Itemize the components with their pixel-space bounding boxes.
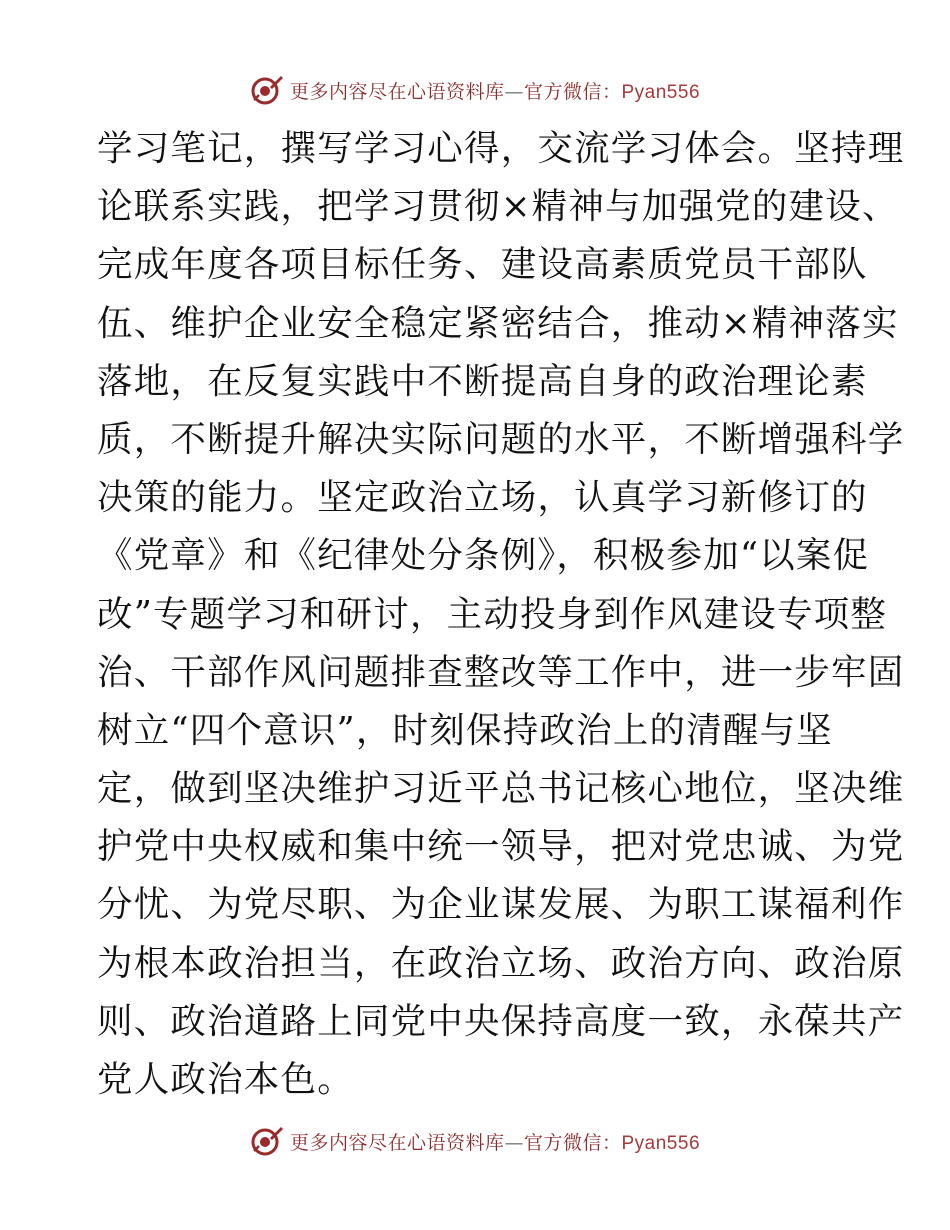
text-line: 质，不断提升解决实际问题的水平，不断增强科学: [97, 418, 905, 460]
text-line: 定，做到坚决维护习近平总书记核心地位，坚决维: [97, 768, 905, 810]
header-watermark-banner: [0, 70, 950, 110]
pen-nib-circle-logo-icon: [250, 1124, 284, 1158]
footer-banner-text: [290, 1128, 700, 1155]
footer-contact-text: 官方微信：: [523, 1131, 622, 1154]
text-line: 分忧、为党尽职、为企业谋发展、为职工谋福利作: [97, 884, 905, 926]
header-brand-text: 更多内容尽在心语资料库: [289, 80, 505, 103]
text-line: 改”专题学习和研讨，主动投身到作风建设专项整: [97, 593, 888, 635]
header-contact-text: 官方微信：: [523, 80, 622, 103]
text-line: 论联系实践，把学习贯彻×精神与加强党的建设、: [97, 186, 899, 228]
text-line: 护党中央权威和集中统一领导，把对党忠诚、为党: [97, 826, 905, 868]
pen-nib-circle-logo-icon: [250, 73, 284, 107]
header-banner-text: [290, 77, 700, 104]
text-line: 伍、维护企业安全稳定紧密结合，推动×精神落实: [97, 302, 899, 344]
text-line: 决策的能力。坚定政治立场，认真学习新修订的: [97, 477, 868, 519]
text-line: 治、干部作风问题排查整改等工作中，进一步牢固: [97, 651, 905, 693]
header-separator: —: [504, 80, 524, 103]
text-line: 完成年度各项目标任务、建设高素质党员干部队: [97, 244, 868, 286]
text-line: 为根本政治担当，在政治立场、政治方向、政治原: [97, 942, 905, 984]
text-line: 学习笔记，撰写学习心得，交流学习体会。坚持理: [97, 128, 905, 169]
footer-separator: —: [504, 1131, 524, 1154]
text-line: 则、政治道路上同党中央保持高度一致，永葆共产: [97, 1000, 905, 1042]
text-line: 落地，在反复实践中不断提高自身的政治理论素: [97, 360, 868, 402]
text-line: 《党章》和《纪律处分条例》，积极参加“以案促: [97, 535, 870, 577]
footer-brand-text: 更多内容尽在心语资料库: [289, 1131, 505, 1154]
header-account: Pyan556: [621, 81, 701, 103]
footer-watermark-banner: [0, 1121, 950, 1161]
text-line: 树立“四个意识”，时刻保持政治上的清醒与坚: [97, 709, 833, 751]
text-line: 党人政治本色。: [97, 1059, 354, 1100]
body-paragraph: [97, 120, 905, 1109]
footer-account: Pyan556: [621, 1132, 701, 1154]
